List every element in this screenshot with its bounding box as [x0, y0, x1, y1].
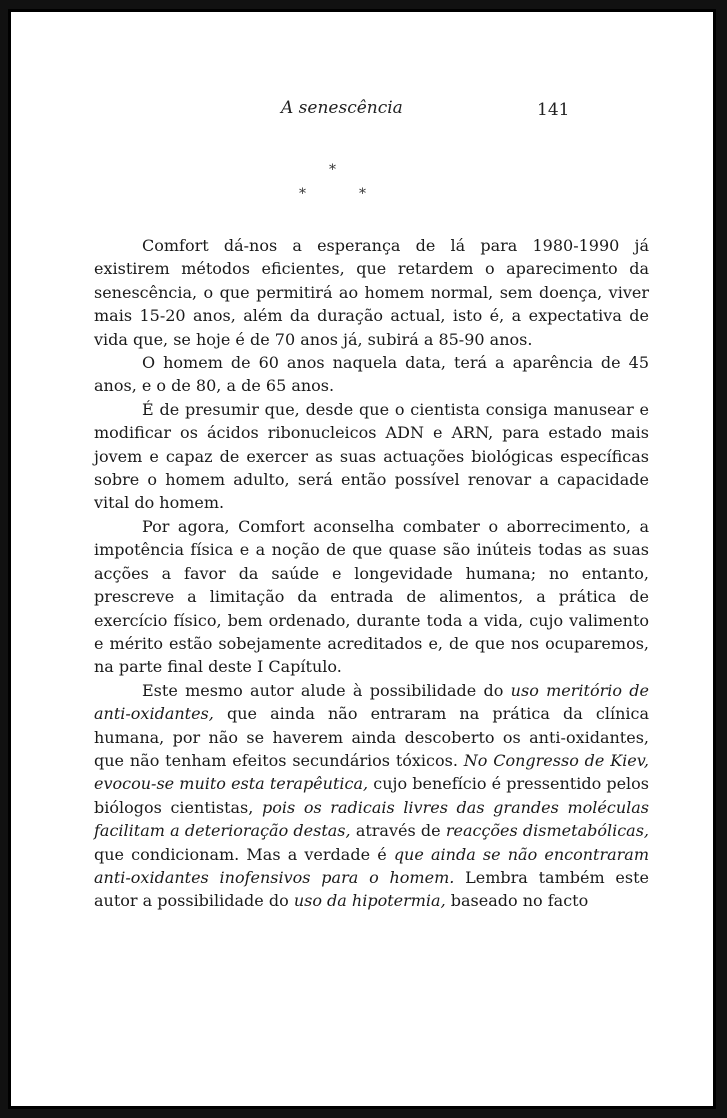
italic-segment: No Congresso de Kiev, evocou-se muito esta terapêutica, [94, 750, 649, 794]
text-segment: Lembra também este autor a possibilidade do [94, 867, 649, 911]
chapter-title: A senescência [281, 98, 403, 118]
text-segment: Este mesmo autor alude à possibilidade do [142, 680, 511, 700]
text-segment: através de [350, 821, 446, 841]
text-segment: O homem de 60 anos naquela data, terá a aparência de 45 anos, e o de 80, a de 65 anos. [94, 353, 649, 396]
italic-segment: uso da hipotermia, [293, 891, 446, 911]
running-header [11, 98, 713, 128]
text-segment: baseado no facto [445, 891, 589, 911]
italic-segment: uso meritório de anti-oxidantes, [94, 680, 649, 724]
text-segment: É de presumir que, desde que o cientista consiga manusear e modificar os ácidos ribonucleicos ADN e ARN, para estado mais jovem e capaz de exercer as suas actuações biológicas específicas sobre o homem adulto, será então possível renovar a capacidade vital do homem. [94, 399, 649, 513]
paragraph [94, 398, 649, 515]
text-segment: que ainda não entraram na prática da clínica humana, por não se haverem ainda descoberto os anti-oxidantes, que não tenham efeitos secundários tóxicos. [94, 704, 649, 770]
text-segment: que condicionam. Mas a verdade é [94, 844, 394, 864]
text-segment: Por agora, Comfort aconselha combater o aborrecimento, a impotência física e a noção de que quase são inúteis todas as suas acções a favor da saúde e longevidade humana; no entanto, prescreve a limitação da entrada de alimentos, a prática de exercício físico, bem ordenado, durante toda a vida, cujo valimento e mérito estão sobejamente acreditados e, de que nos ocuparemos, na parte final deste I Capítulo. [94, 516, 649, 677]
body-text [94, 234, 649, 913]
text-segment: Comfort dá-nos a esperança de lá para 1980-1990 já existirem métodos eficientes, que retardem o aparecimento da senescência, o que permitirá ao homem normal, sem doença, viver mais 15-20 anos, além da duração actual, isto é, a expectativa de vida que, se hoje é de 70 anos já, subirá a 85-90 anos. [94, 236, 649, 349]
text-segment: cujo benefício é pressentido pelos biólogos cientistas, [94, 774, 650, 817]
paragraph [94, 679, 649, 913]
asterisk: * [329, 162, 336, 178]
page-number: 141 [537, 100, 570, 120]
asterisk: * [299, 186, 306, 202]
book-page [8, 9, 716, 1109]
paragraph [94, 351, 649, 398]
paragraph [94, 515, 649, 679]
italic-segment: reacções dismetabólicas, [445, 821, 650, 841]
italic-segment: pois os radicais livres das grandes moléculas facilitam a deterioração destas, [94, 797, 649, 841]
italic-segment: que ainda se não encontraram anti-oxidantes inofensivos para o homem. [94, 844, 649, 887]
paragraph [94, 234, 649, 351]
asterisk: * [359, 186, 366, 202]
